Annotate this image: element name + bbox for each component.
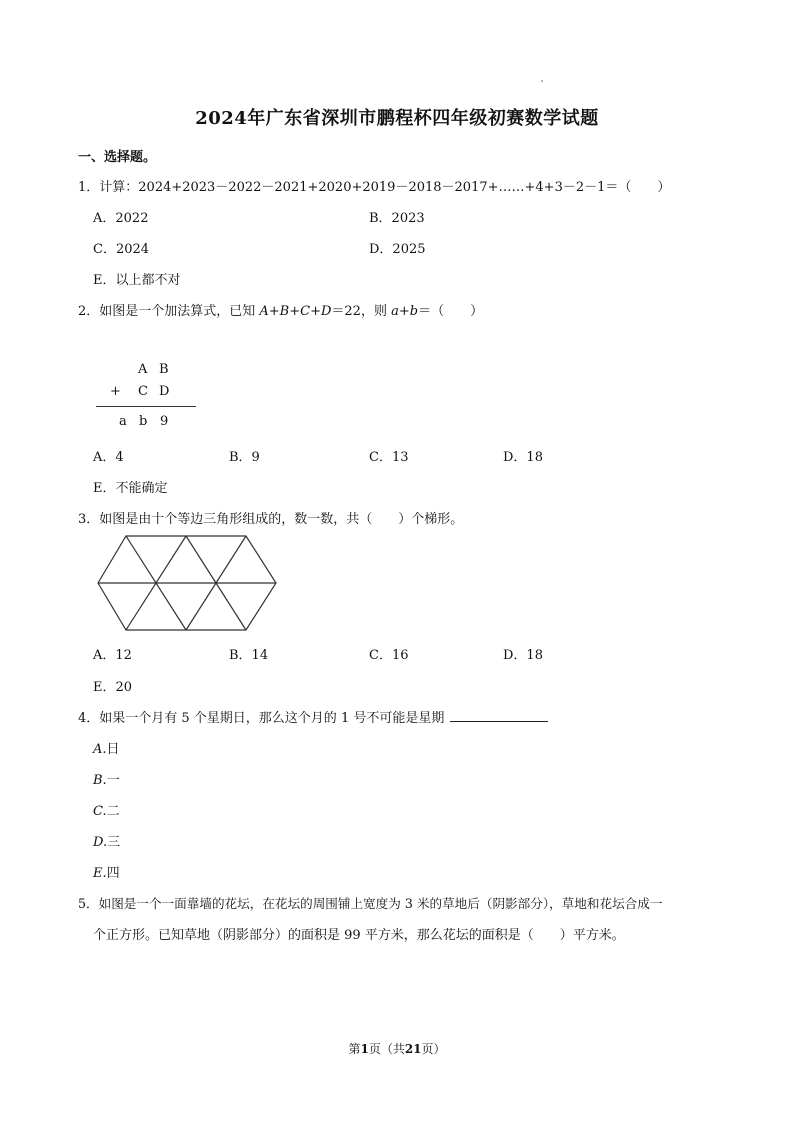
question-1-text: 1．计算：2024+2023－2022－2021+2020+2019－2018－2017+……+4+3－2－1＝（ ） bbox=[78, 180, 671, 195]
q4-option-c-text: 二 bbox=[106, 804, 120, 819]
q3-option-a[interactable]: A．12 bbox=[93, 648, 132, 663]
footer-total-pages: 21 bbox=[404, 1042, 422, 1056]
question-5-line-1: 5．如图是一个一面靠墙的花坛，在花坛的周围铺上宽度为 3 米的草地后（阴影部分），草地和花坛合成一 bbox=[78, 896, 663, 911]
q3-option-b[interactable]: B．14 bbox=[229, 648, 269, 663]
q2-expr-ab: a+b bbox=[391, 304, 419, 319]
q2-option-e[interactable]: E．不能确定 bbox=[93, 481, 168, 496]
page-footer bbox=[0, 1040, 794, 1057]
digit-C: C bbox=[138, 384, 148, 399]
q2-option-b[interactable]: B．9 bbox=[229, 450, 260, 465]
speck bbox=[541, 80, 543, 82]
section-heading: 一、选择题。 bbox=[78, 150, 157, 165]
question-4-text bbox=[78, 707, 548, 726]
q2-text-prefix: 2．如图是一个加法算式，已知 bbox=[78, 304, 260, 319]
q4-option-b-text: 一 bbox=[106, 773, 120, 788]
question-3-text: 3．如图是由十个等边三角形组成的，数一数，共（ ）个梯形。 bbox=[78, 512, 464, 527]
q4-text: 4．如果一个月有 5 个星期日，那么这个月的 1 号不可能是星期 bbox=[78, 711, 445, 726]
q4-option-c[interactable] bbox=[93, 800, 120, 819]
q1-option-b[interactable]: B．2023 bbox=[369, 211, 425, 226]
q2-text-suffix: ＝（ ） bbox=[418, 304, 484, 319]
q3-option-d[interactable]: D．18 bbox=[503, 648, 543, 663]
question-5-line-2: 个正方形。已知草地（阴影部分）的面积是 99 平方米，那么花坛的面积是（ ）平方米。 bbox=[93, 928, 625, 943]
digit-D: D bbox=[159, 384, 170, 399]
q2-option-c[interactable]: C．13 bbox=[369, 450, 409, 465]
q4-option-b-letter: B. bbox=[93, 773, 107, 788]
question-2-text bbox=[78, 300, 483, 319]
q4-option-d[interactable] bbox=[93, 831, 120, 850]
q1-option-d[interactable]: D．2025 bbox=[369, 242, 426, 257]
digit-a: a bbox=[119, 414, 127, 429]
q4-option-b[interactable] bbox=[93, 769, 120, 788]
q4-option-a-text: 日 bbox=[106, 742, 120, 757]
q4-option-e-letter: E. bbox=[93, 866, 107, 881]
answer-blank[interactable] bbox=[450, 709, 548, 722]
triangle-hexagon-figure bbox=[96, 534, 280, 634]
digit-b: b bbox=[139, 414, 148, 429]
footer-suffix: 页） bbox=[421, 1042, 446, 1056]
q4-option-a[interactable] bbox=[93, 738, 120, 757]
q2-expr-sum: A+B+C+D bbox=[259, 304, 332, 319]
digit-9: 9 bbox=[160, 414, 169, 429]
footer-mid: 页（共 bbox=[368, 1042, 405, 1056]
digit-A: A bbox=[138, 362, 148, 377]
digit-B: B bbox=[159, 362, 169, 377]
q4-option-e-text: 四 bbox=[106, 866, 120, 881]
page-title: 2024年广东省深圳市鹏程杯四年级初赛数学试题 bbox=[195, 108, 599, 129]
addition-figure bbox=[96, 360, 206, 434]
q4-option-d-letter: D. bbox=[93, 835, 108, 850]
q4-option-e[interactable] bbox=[93, 862, 120, 881]
q1-option-a[interactable]: A．2022 bbox=[93, 211, 149, 226]
q2-text-mid: ＝22，则 bbox=[331, 304, 392, 319]
q1-option-c[interactable]: C．2024 bbox=[93, 242, 150, 257]
q2-option-d[interactable]: D．18 bbox=[503, 450, 543, 465]
q4-option-c-letter: C. bbox=[93, 804, 107, 819]
q1-option-e[interactable]: E．以上都不对 bbox=[93, 273, 181, 288]
sum-line bbox=[96, 406, 196, 407]
q4-option-d-text: 三 bbox=[107, 835, 121, 850]
footer-page-number: 1 bbox=[360, 1042, 369, 1056]
q2-option-a[interactable]: A．4 bbox=[93, 450, 124, 465]
q4-option-a-letter: A. bbox=[93, 742, 107, 757]
plus-sign: + bbox=[110, 384, 121, 399]
q3-option-e[interactable]: E．20 bbox=[93, 680, 133, 695]
q3-option-c[interactable]: C．16 bbox=[369, 648, 409, 663]
footer-prefix: 第 bbox=[348, 1042, 361, 1056]
